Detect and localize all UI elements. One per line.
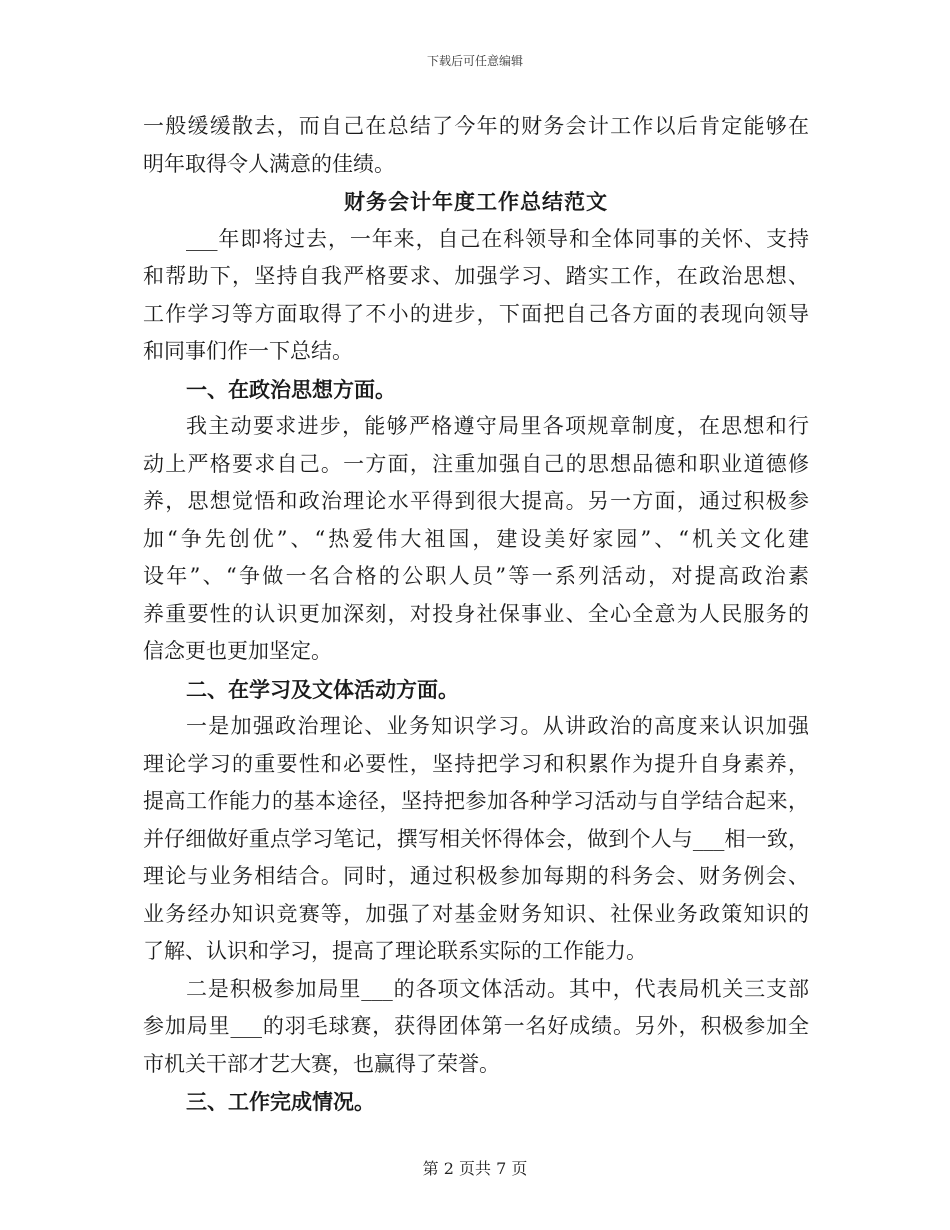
body-line: 信念更也更加坚定。: [143, 639, 332, 663]
section-heading: 一、在政治思想方面。: [186, 376, 396, 402]
body-line: 明年取得令人满意的佳绩。: [143, 151, 395, 176]
body-line: 养，思想觉悟和政治理论水平得到很大提高。另一方面，通过积极参: [143, 489, 809, 513]
page-footer: 第 2 页共 7 页: [422, 1159, 528, 1178]
document-title: 财务会计年度工作总结范文: [344, 189, 608, 214]
body-line: 二是积极参加局里___的各项文体活动。其中，代表局机关三支部: [186, 976, 809, 1001]
body-line: 参加局里___的羽毛球赛，获得团体第一名好成绩。另外，积极参加全: [143, 1014, 809, 1038]
body-line: 理论与业务相结合。同时，通过积极参加每期的科务会、财务例会、: [143, 864, 809, 888]
body-line: 我主动要求进步，能够严格遵守局里各项规章制度，在思想和行: [186, 414, 809, 438]
body-line: 加“争先创优”、“热爱伟大祖国，建设美好家园”、“机关文化建: [143, 526, 809, 551]
document-body: [143, 108, 809, 1121]
section-heading: 三、工作完成情况。: [186, 1089, 375, 1114]
body-line: 养重要性的认识更加深刻，对投身社保事业、全心全意为人民服务的: [143, 601, 809, 626]
section-heading: 二、在学习及文体活动方面。: [186, 676, 459, 702]
body-line: 动上严格要求自己。一方面，注重加强自己的思想品德和职业道德修: [143, 451, 809, 476]
body-line: 和同事们作一下总结。: [143, 339, 353, 363]
body-line: 工作学习等方面取得了不小的进步，下面把自己各方面的表现向领导: [143, 301, 809, 326]
body-line: 一般缓缓散去，而自己在总结了今年的财务会计工作以后肯定能够在: [143, 114, 809, 138]
body-line: ___年即将过去，一年来，自己在科领导和全体同事的关怀、支持: [186, 226, 809, 251]
body-line: 设年”、“争做一名合格的公职人员”等一系列活动，对提高政治素: [143, 564, 809, 588]
body-line: 市机关干部才艺大赛，也赢得了荣誉。: [143, 1051, 500, 1076]
body-line: 提高工作能力的基本途径，坚持把参加各种学习活动与自学结合起来，: [143, 789, 809, 813]
body-line: 理论学习的重要性和必要性，坚持把学习和积累作为提升自身素养，: [143, 751, 809, 776]
body-line: 业务经办知识竞赛等，加强了对基金财务知识、社保业务政策知识的: [143, 901, 809, 926]
page-header: 下载后可任意编辑: [426, 54, 523, 68]
body-line: 并仔细做好重点学习笔记，撰写相关怀得体会，做到个人与___相一致，: [143, 826, 809, 851]
body-line: 一是加强政治理论、业务知识学习。从讲政治的高度来认识加强: [186, 714, 809, 738]
body-line: 了解、认识和学习，提高了理论联系实际的工作能力。: [143, 939, 647, 963]
body-line: 和帮助下，坚持自我严格要求、加强学习、踏实工作，在政治思想、: [143, 264, 809, 288]
